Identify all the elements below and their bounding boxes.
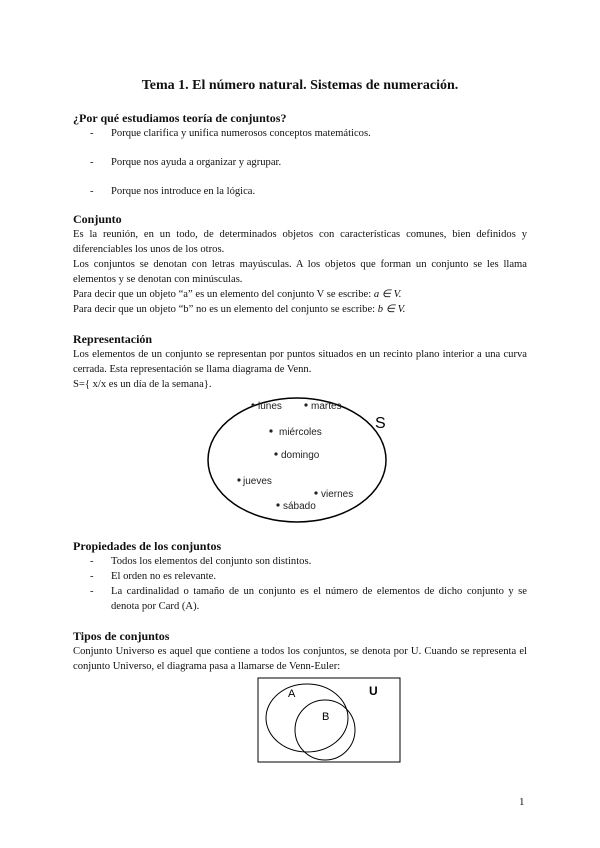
set-a-label: A: [288, 688, 296, 700]
paragraph: Para decir que un objeto “a” es un elemento del conjunto V se escribe:: [73, 289, 372, 300]
representacion-heading: Representación: [73, 332, 153, 346]
conjunto-section: [73, 211, 527, 317]
paragraph: Es la reunión, en un todo, de determinados objetos con características comunes, bien definidos y diferenciables los unos de los otros.: [73, 229, 527, 255]
propiedades-heading: Propiedades de los conjuntos: [73, 539, 222, 553]
conjunto-heading: Conjunto: [73, 212, 122, 226]
page-number: 1: [519, 796, 525, 808]
tipos-heading: Tipos de conjuntos: [73, 629, 170, 643]
element-label: lunes: [258, 401, 282, 412]
paragraph: Para decir que un objeto “b” no es un elemento del conjunto se escribe:: [73, 304, 376, 315]
tipos-section: [73, 628, 527, 674]
paragraph: Los elementos de un conjunto se representan por puntos situados en un recinto plano interior a una curva cerrada. Esta representación se llama diagrama de Venn.: [73, 349, 527, 375]
element-label: martes: [311, 401, 342, 412]
universe-label: U: [369, 684, 378, 698]
why-section: [73, 110, 527, 213]
paragraph: S={ x/x es un día de la semana}.: [73, 379, 212, 390]
list-item: - El orden no es relevante.: [73, 569, 527, 584]
list-item: - Todos los elementos del conjunto son distintos.: [73, 554, 527, 569]
representacion-section: [73, 331, 527, 392]
element-label: domingo: [281, 450, 320, 461]
element-label: jueves: [243, 476, 272, 487]
why-heading: ¿Por qué estudiamos teoría de conjuntos?: [73, 111, 287, 125]
set-b-label: B: [322, 711, 330, 723]
set-label: S: [375, 415, 386, 432]
element-label: miércoles: [279, 427, 322, 438]
math-expression: a ∈ V.: [373, 289, 402, 300]
element-label: sábado: [283, 501, 316, 512]
propiedades-section: [73, 538, 527, 614]
list-item: - Porque clarifica y unifica numerosos conceptos matemáticos.: [73, 126, 527, 141]
paragraph: Conjunto Universo es aquel que contiene a todos los conjuntos, se denota por U. Cuando se representa el conjunto Universo, el diagrama pasa a llamarse de Venn-Euler:: [73, 646, 527, 672]
venn-diagram: [200, 390, 400, 530]
math-expression: b ∈ V.: [377, 304, 406, 315]
page-title: Tema 1. El número natural. Sistemas de numeración.: [141, 78, 459, 93]
list-item: - La cardinalidad o tamaño de un conjunto es el número de elementos de dicho conjunto y se denota por Card (A).: [73, 584, 527, 614]
paragraph: Los conjuntos se denotan con letras mayúsculas. A los objetos que forman un conjunto se les llama elementos y se denotan con minúsculas.: [73, 259, 527, 285]
list-item: - Porque nos introduce en la lógica.: [73, 184, 527, 199]
venn-euler-diagram: [255, 676, 405, 766]
list-item: - Porque nos ayuda a organizar y agrupar.: [73, 155, 527, 170]
element-label: viernes: [321, 489, 354, 500]
